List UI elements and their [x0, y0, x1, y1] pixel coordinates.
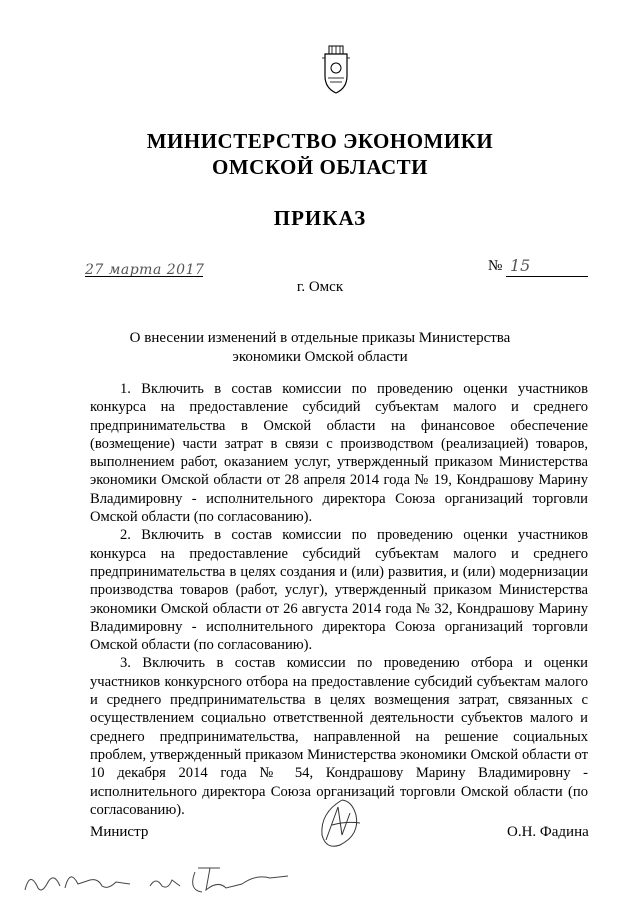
body-paragraph: 1. Включить в состав комиссии по проведению оценки участников конкурса на предоставление субсидий субъектам малого и среднего предпринимательства в Омской области на финансовое обеспечение (возмещение) части затрат в связи с производством (реализацией) товаров, выполнением работ, оказанием услуг, утвержденный приказом Министерства экономики Омской области от 28 апреля 2014 года № 19, Кондрашову Марину Владимировну - исполнительного директора Союза организаций торговли Омской области (по согласованию).: [90, 381, 588, 526]
signatory-name: О.Н. Фадина: [507, 824, 589, 840]
organization-name-line1: МИНИСТЕРСТВО ЭКОНОМИКИ: [146, 129, 494, 153]
handwritten-signature-icon: [312, 795, 370, 855]
organization-name-line2: ОМСКОЙ ОБЛАСТИ: [212, 155, 428, 179]
body-paragraph: 2. Включить в состав комиссии по проведению оценки участников конкурса на предоставление субсидий субъектам малого и среднего предпринимательства в целях создания и (или) развития, и (или) модернизации производства товаров (работ, услуг), утвержденный приказом Министерства экономики Омской области от 26 августа 2014 года № 32, Кондрашову Марину Владимировну - исполнительного директора Союза организаций торговли Омской области (по согласованию).: [90, 527, 588, 654]
coat-of-arms-icon: [319, 44, 353, 96]
subject-line: экономики Омской области: [232, 349, 408, 365]
handwritten-visas-icon: [20, 860, 310, 900]
signatory-title: Министр: [90, 824, 149, 840]
subject-line: О внесении изменений в отдельные приказы Министерства: [129, 330, 511, 346]
body-paragraph: 3. Включить в состав комиссии по проведению отбора и оценки участников конкурсного отбора на предоставление субсидий субъектам малого и среднего предпринимательства в целях возмещения затрат, связанных с осуществлением социально ответственной деятельности субъектов малого и среднего предпринимательства, направленной на решение социальных проблем, утвержденный приказом Министерства экономики Омской области от 10 декабря 2014 года № 54, Кондрашову Марину Владимировну - исполнительного директора Союза организаций торговли Омской области (по согласованию).: [90, 655, 588, 818]
document-body: [90, 380, 588, 819]
document-number: 15: [510, 256, 531, 275]
number-underline: [506, 276, 588, 277]
document-date: 27 марта 2017: [85, 262, 205, 278]
document-type: ПРИКАЗ: [273, 206, 367, 230]
date-underline: [85, 276, 203, 277]
document-city: г. Омск: [296, 279, 344, 295]
number-label: №: [488, 258, 503, 274]
document-subject: [0, 329, 640, 367]
